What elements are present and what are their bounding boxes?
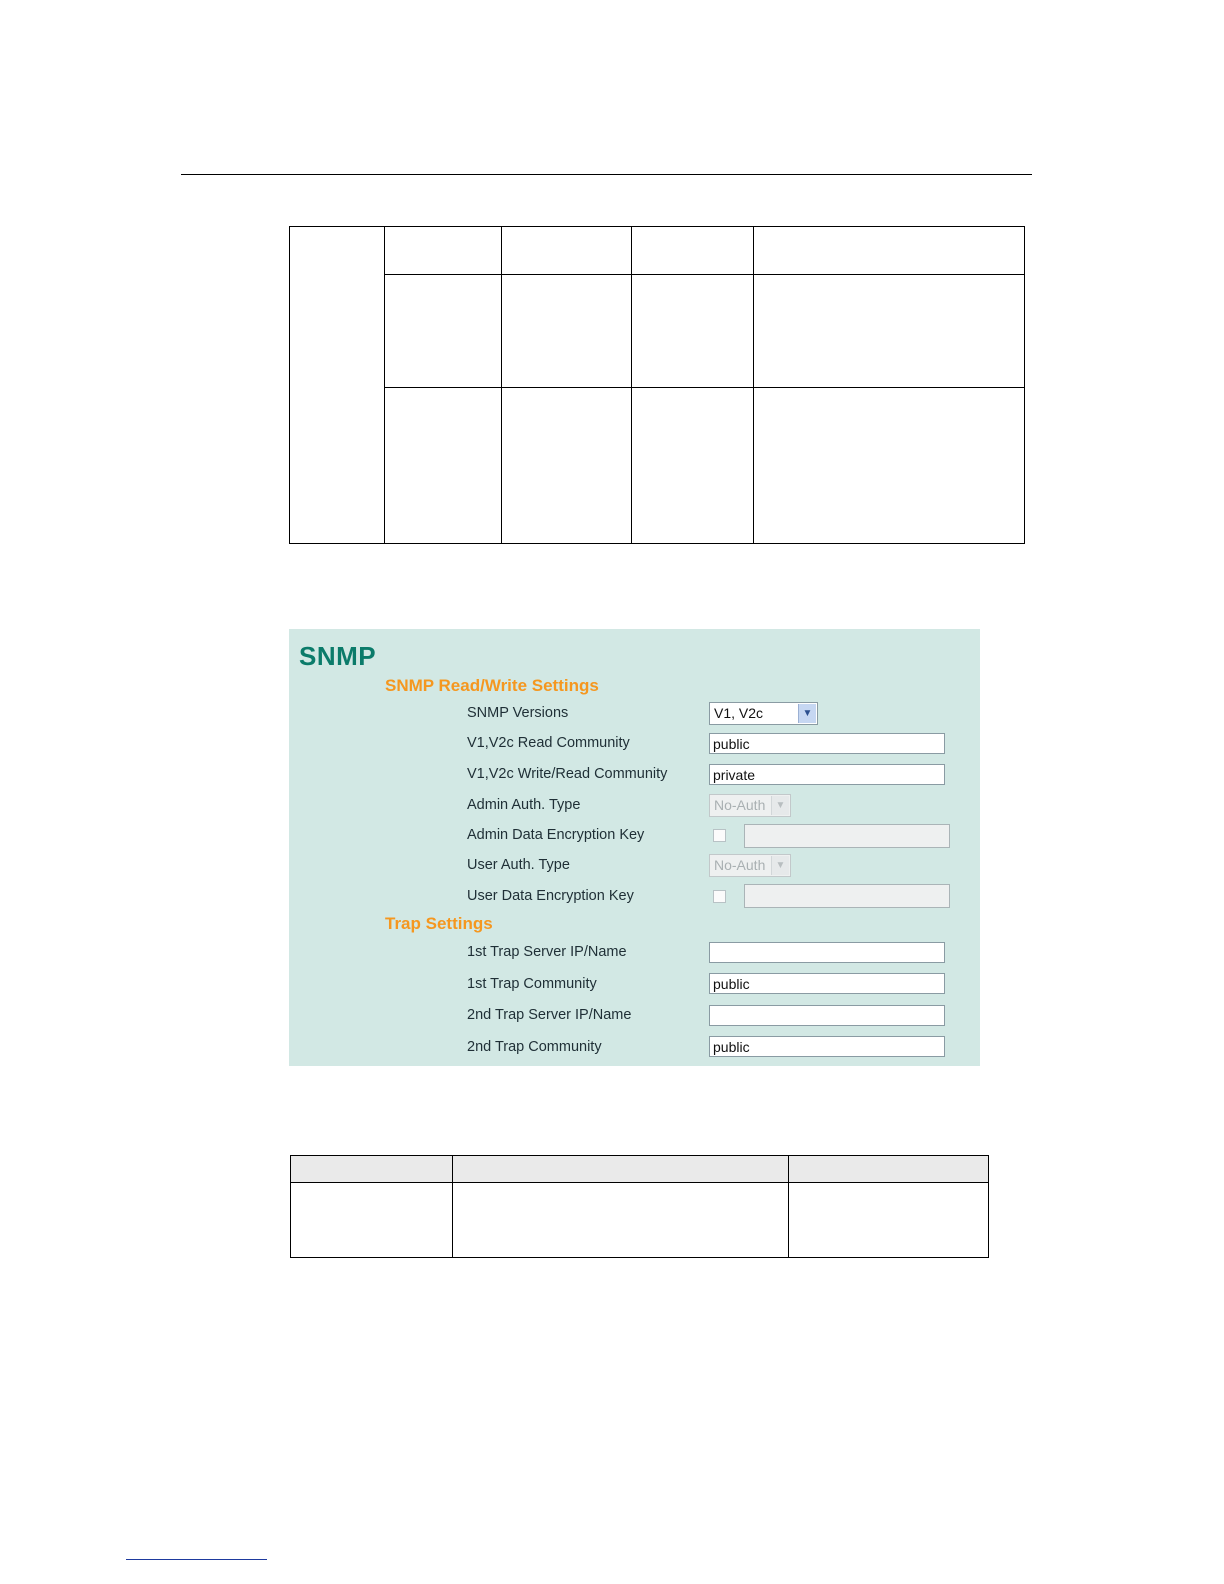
header-rule [181,174,1032,175]
table-cell [632,388,754,544]
admin-key-label: Admin Data Encryption Key [467,827,645,843]
table-header-cell [453,1156,789,1183]
table-cell [754,388,1025,544]
user-auth-type-select[interactable] [709,854,791,877]
trap2-server-input[interactable] [709,1005,945,1026]
trap2-community-label: 2nd Trap Community [467,1039,602,1055]
settings-table-top [289,226,1025,544]
table-cell [502,227,632,275]
read-community-label: V1,V2c Read Community [467,735,630,751]
user-auth-type-value: No-Auth [714,857,766,873]
table-cell [789,1183,989,1258]
trap1-community-label: 1st Trap Community [467,976,597,992]
table-cell [632,275,754,388]
snmp-versions-label: SNMP Versions [467,705,569,721]
table-cell [632,227,754,275]
page-title: SNMP [299,641,377,671]
section-title-trap: Trap Settings [385,914,493,933]
table-cell [754,227,1025,275]
trap2-community-input[interactable]: public [709,1036,945,1057]
chevron-down-icon: ▼ [771,856,789,875]
trap2-server-label: 2nd Trap Server IP/Name [467,1007,632,1023]
table-cell [502,388,632,544]
admin-auth-type-select[interactable] [709,794,791,817]
write-community-input[interactable]: private [709,764,945,785]
admin-auth-type-value: No-Auth [714,797,766,813]
table-cell [385,275,502,388]
admin-key-input[interactable] [744,824,950,848]
snmp-versions-value: V1, V2c [714,705,764,721]
chevron-down-icon: ▼ [771,796,789,815]
admin-auth-type-label: Admin Auth. Type [467,797,581,813]
trap1-server-label: 1st Trap Server IP/Name [467,944,627,960]
section-title-rw: SNMP Read/Write Settings [385,676,599,695]
snmp-versions-select[interactable] [709,702,818,725]
trap1-community-input[interactable]: public [709,973,945,994]
snmp-settings-panel [289,629,980,1066]
write-community-label: V1,V2c Write/Read Community [467,766,668,782]
table-cell [754,275,1025,388]
user-auth-type-label: User Auth. Type [467,857,570,873]
table-cell [502,275,632,388]
table-cell [385,388,502,544]
user-key-label: User Data Encryption Key [467,888,634,904]
table-header-cell [789,1156,989,1183]
table-cell [291,1183,453,1258]
chevron-down-icon: ▼ [798,704,816,723]
footer-link-underline[interactable] [126,1559,267,1560]
read-community-input[interactable]: public [709,733,945,754]
admin-key-checkbox[interactable] [713,829,726,842]
settings-table-bottom [290,1155,989,1258]
user-key-checkbox[interactable] [713,890,726,903]
table-cell [290,227,385,544]
table-cell [385,227,502,275]
user-key-input[interactable] [744,884,950,908]
table-cell [453,1183,789,1258]
trap1-server-input[interactable] [709,942,945,963]
table-header-cell [291,1156,453,1183]
